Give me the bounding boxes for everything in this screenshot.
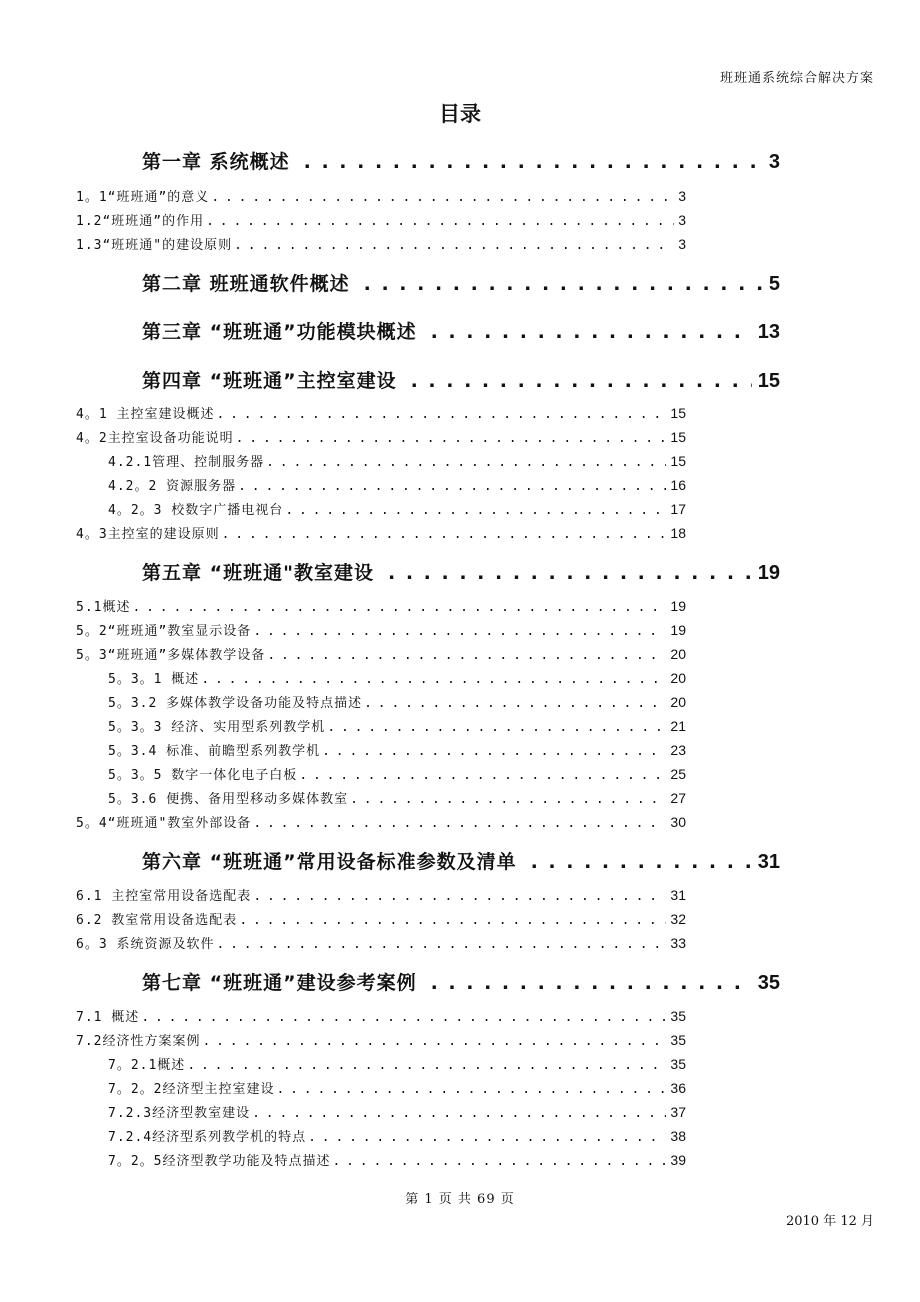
toc-chapter-row[interactable] bbox=[142, 558, 780, 585]
toc-page-number: 3 bbox=[678, 236, 686, 252]
toc-leader-dots bbox=[253, 889, 666, 904]
toc-leader-dots bbox=[202, 1034, 666, 1049]
toc-entry-label: 第三章 “班班通”功能模块概述 bbox=[142, 321, 417, 343]
toc-entry-label: 4.2.1管理、控制服务器 bbox=[108, 455, 265, 470]
toc-page-number: 25 bbox=[670, 766, 686, 782]
toc-chapter-row[interactable] bbox=[142, 847, 780, 874]
document-date: 2010 年 12 月 bbox=[785, 1214, 874, 1229]
toc-leader-dots bbox=[431, 972, 752, 994]
toc-page-number: 31 bbox=[757, 851, 780, 873]
toc-subsection-row[interactable] bbox=[108, 668, 686, 687]
toc-entry-label: 7。2。5经济型教学功能及特点描述 bbox=[108, 1154, 331, 1169]
toc-entry-label: 5.1概述 bbox=[76, 600, 131, 615]
toc-subsection-row[interactable] bbox=[108, 740, 686, 759]
toc-page-number: 3 bbox=[678, 212, 686, 228]
toc-page-number: 15 bbox=[670, 405, 686, 421]
toc-entry-label: 7。2。2经济型主控室建设 bbox=[108, 1082, 275, 1097]
toc-page-number: 35 bbox=[670, 1008, 686, 1024]
toc-leader-dots bbox=[322, 744, 666, 759]
toc-chapter-row[interactable] bbox=[142, 269, 780, 296]
toc-section-row[interactable] bbox=[76, 427, 686, 446]
toc-subsection-row[interactable] bbox=[108, 764, 686, 783]
toc-section-row[interactable] bbox=[76, 644, 686, 663]
toc-leader-dots bbox=[222, 527, 667, 542]
toc-entry-label: 7。2.1概述 bbox=[108, 1058, 186, 1073]
toc-entry-label: 第一章 系统概述 bbox=[142, 151, 290, 173]
toc-entry-label: 7.1 概述 bbox=[76, 1010, 140, 1025]
toc-entry-label: 第二章 班班通软件概述 bbox=[142, 273, 350, 295]
toc-leader-dots bbox=[304, 151, 763, 173]
toc-leader-dots bbox=[299, 768, 666, 783]
toc-section-row[interactable] bbox=[76, 933, 686, 952]
toc-section-row[interactable] bbox=[76, 210, 686, 229]
toc-leader-dots bbox=[132, 600, 666, 615]
toc-leader-dots bbox=[350, 792, 666, 807]
toc-page-number: 21 bbox=[670, 718, 686, 734]
page-number-footer: 第 1 页 共 69 页 bbox=[405, 1192, 515, 1207]
toc-section-row[interactable] bbox=[76, 403, 686, 422]
toc-leader-dots bbox=[388, 562, 752, 584]
toc-subsection-row[interactable] bbox=[108, 1054, 686, 1073]
toc-section-row[interactable] bbox=[76, 234, 686, 253]
toc-entry-label: 6.1 主控室常用设备选配表 bbox=[76, 889, 252, 904]
toc-entry-label: 1.3“班班通"的建设原则 bbox=[76, 238, 233, 253]
toc-page-number: 20 bbox=[670, 694, 686, 710]
toc-leader-dots bbox=[327, 720, 666, 735]
toc-page-number: 32 bbox=[670, 911, 686, 927]
running-header: 班班通系统综合解决方案 bbox=[719, 71, 874, 86]
toc-section-row[interactable] bbox=[76, 1006, 686, 1025]
toc-entry-label: 7.2.3经济型教室建设 bbox=[108, 1106, 251, 1121]
toc-page-number: 15 bbox=[670, 429, 686, 445]
toc-leader-dots bbox=[253, 624, 666, 639]
toc-page-number: 3 bbox=[678, 188, 686, 204]
toc-subsection-row[interactable] bbox=[108, 1126, 686, 1145]
toc-leader-dots bbox=[216, 407, 666, 422]
toc-page-number: 31 bbox=[670, 887, 686, 903]
toc-chapter-row[interactable] bbox=[142, 968, 780, 995]
toc-leader-dots bbox=[187, 1058, 666, 1073]
toc-entry-label: 5。3。3 经济、实用型系列教学机 bbox=[108, 720, 326, 735]
toc-leader-dots bbox=[201, 672, 666, 687]
toc-page-number: 20 bbox=[670, 670, 686, 686]
toc-leader-dots bbox=[266, 455, 666, 470]
toc-entry-label: 4.2。2 资源服务器 bbox=[108, 479, 237, 494]
toc-entry-label: 1。1“班班通”的意义 bbox=[76, 190, 210, 205]
toc-leader-dots bbox=[308, 1130, 666, 1145]
toc-page-number: 19 bbox=[670, 622, 686, 638]
toc-subsection-row[interactable] bbox=[108, 788, 686, 807]
toc-entry-label: 5。3.6 便携、备用型移动多媒体教室 bbox=[108, 792, 349, 807]
toc-page-number: 13 bbox=[757, 321, 780, 343]
toc-page-number: 35 bbox=[757, 972, 780, 994]
toc-entry-label: 第七章 “班班通”建设参考案例 bbox=[142, 972, 417, 994]
toc-entry-label: 5。3“班班通”多媒体教学设备 bbox=[76, 648, 266, 663]
toc-page-number: 35 bbox=[670, 1056, 686, 1072]
toc-section-row[interactable] bbox=[76, 523, 686, 542]
toc-page-number: 19 bbox=[670, 598, 686, 614]
toc-chapter-row[interactable] bbox=[142, 147, 780, 174]
toc-leader-dots bbox=[141, 1010, 666, 1025]
toc-section-row[interactable] bbox=[76, 885, 686, 904]
toc-entry-label: 5。3。1 概述 bbox=[108, 672, 200, 687]
toc-entry-label: 4。1 主控室建设概述 bbox=[76, 407, 215, 422]
toc-leader-dots bbox=[239, 913, 666, 928]
toc-leader-dots bbox=[531, 851, 752, 873]
toc-leader-dots bbox=[364, 273, 763, 295]
toc-entry-label: 第六章 “班班通”常用设备标准参数及清单 bbox=[142, 851, 517, 873]
toc-entry-label: 5。3.4 标准、前瞻型系列教学机 bbox=[108, 744, 321, 759]
toc-section-row[interactable] bbox=[76, 1030, 686, 1049]
toc-page-number: 3 bbox=[768, 151, 780, 173]
toc-page-number: 37 bbox=[670, 1104, 686, 1120]
toc-page-number: 30 bbox=[670, 814, 686, 830]
toc-page-number: 35 bbox=[670, 1032, 686, 1048]
toc-entry-label: 5。3.2 多媒体教学设备功能及特点描述 bbox=[108, 696, 363, 711]
toc-leader-dots bbox=[276, 1082, 666, 1097]
toc-leader-dots bbox=[236, 431, 667, 446]
toc-entry-label: 1.2“班班通”的作用 bbox=[76, 214, 205, 229]
toc-entry-label: 5。2“班班通”教室显示设备 bbox=[76, 624, 252, 639]
toc-page-number: 15 bbox=[670, 453, 686, 469]
toc-page-number: 33 bbox=[670, 935, 686, 951]
toc-entry-label: 5。4“班班通"教室外部设备 bbox=[76, 816, 252, 831]
toc-entry-label: 4。2。3 校数字广播电视台 bbox=[108, 503, 284, 518]
toc-page-number: 23 bbox=[670, 742, 686, 758]
toc-entry-label: 7.2经济性方案案例 bbox=[76, 1034, 201, 1049]
toc-leader-dots bbox=[431, 321, 752, 343]
toc-leader-dots bbox=[253, 816, 666, 831]
toc-page-number: 20 bbox=[670, 646, 686, 662]
toc-entry-label: 4。2主控室设备功能说明 bbox=[76, 431, 234, 446]
toc-leader-dots bbox=[411, 370, 752, 392]
toc-page-number: 27 bbox=[670, 790, 686, 806]
toc-leader-dots bbox=[238, 479, 666, 494]
toc-section-row[interactable] bbox=[76, 596, 686, 615]
toc-entry-label: 第五章 “班班通"教室建设 bbox=[142, 562, 375, 584]
toc-entry-label: 6。3 系统资源及软件 bbox=[76, 937, 215, 952]
toc-chapter-row[interactable] bbox=[142, 317, 780, 344]
toc-entry-label: 第四章 “班班通”主控室建设 bbox=[142, 370, 397, 392]
toc-subsection-row[interactable] bbox=[108, 692, 686, 711]
toc-section-row[interactable] bbox=[76, 186, 686, 205]
toc-page-number: 5 bbox=[768, 273, 780, 295]
toc-chapter-row[interactable] bbox=[142, 366, 780, 393]
toc-section-row[interactable] bbox=[76, 812, 686, 831]
toc-page-number: 16 bbox=[670, 477, 686, 493]
toc-subsection-row[interactable] bbox=[108, 1150, 686, 1169]
toc-leader-dots bbox=[285, 503, 666, 518]
toc-entry-label: 4。3主控室的建设原则 bbox=[76, 527, 220, 542]
toc-entry-label: 6.2 教室常用设备选配表 bbox=[76, 913, 238, 928]
toc-entry-label: 5。3。5 数字一体化电子白板 bbox=[108, 768, 298, 783]
toc-subsection-row[interactable] bbox=[108, 499, 686, 518]
toc-page-number: 19 bbox=[757, 562, 780, 584]
toc-page-number: 15 bbox=[757, 370, 780, 392]
toc-leader-dots bbox=[206, 214, 674, 229]
toc-page-number: 36 bbox=[670, 1080, 686, 1096]
toc-title: 目录 bbox=[439, 102, 481, 126]
toc-subsection-row[interactable] bbox=[108, 1078, 686, 1097]
toc-subsection-row[interactable] bbox=[108, 475, 686, 494]
toc-leader-dots bbox=[252, 1106, 666, 1121]
toc-section-row[interactable] bbox=[76, 620, 686, 639]
toc-leader-dots bbox=[364, 696, 666, 711]
toc-leader-dots bbox=[216, 937, 666, 952]
toc-page-number: 17 bbox=[670, 501, 686, 517]
toc-page-number: 39 bbox=[670, 1152, 686, 1168]
toc-leader-dots bbox=[267, 648, 666, 663]
toc-leader-dots bbox=[211, 190, 674, 205]
toc-section-row[interactable] bbox=[76, 909, 686, 928]
toc-entry-label: 7.2.4经济型系列教学机的特点 bbox=[108, 1130, 307, 1145]
toc-page-number: 18 bbox=[670, 525, 686, 541]
toc-page-number: 38 bbox=[670, 1128, 686, 1144]
toc-leader-dots bbox=[234, 238, 674, 253]
toc-leader-dots bbox=[332, 1154, 666, 1169]
toc-subsection-row[interactable] bbox=[108, 451, 686, 470]
toc-subsection-row[interactable] bbox=[108, 716, 686, 735]
toc-subsection-row[interactable] bbox=[108, 1102, 686, 1121]
